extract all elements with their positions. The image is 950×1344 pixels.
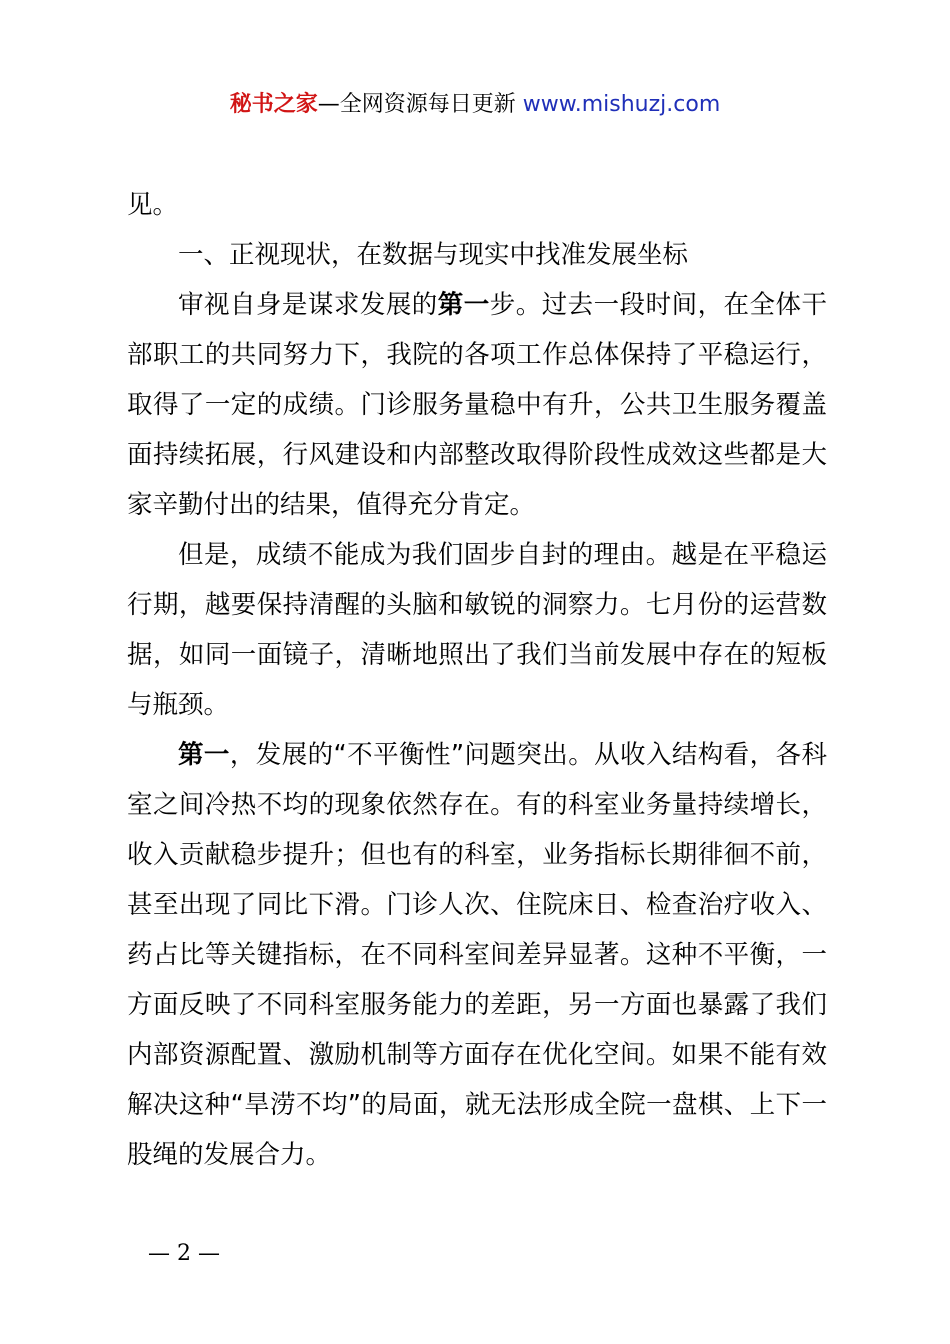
paragraph-text: ，发展的“不平衡性”问题突出。从收入结构看，各科室之间冷热不均的现象依然存在。有的科室业务量持续增长，收入贡献稳步提升；但也有的科室，业务指标长期徘徊不前，甚至出现了同比下滑。门诊人次、住院床日、检查治疗收入、药占比等关键指标，在不同科室间差异显著。这种不平衡，一方面反映了不同科室服务能力的差距，另一方面也暴露了我们内部资源配置、激励机制等方面存在优化空间。如果不能有效解决这种“旱涝不均”的局面，就无法形成全院一盘棋、上下一股绳的发展合力。 <box>127 740 827 1170</box>
site-url-link[interactable]: www.mishuzj.com <box>522 92 721 117</box>
brand-name: 秘书之家 <box>229 92 318 117</box>
paragraph <box>127 730 827 1180</box>
header-tagline: —全网资源每日更新 <box>317 92 516 117</box>
section-heading: 一、正视现状，在数据与现实中找准发展坐标 <box>178 240 689 270</box>
emphasis-text: 第一 <box>437 290 490 320</box>
paragraph: 但是，成绩不能成为我们固步自封的理由。越是在平稳运行期，越要保持清醒的头脑和敏锐的洞察力。七月份的运营数据，如同一面镜子，清晰地照出了我们当前发展中存在的短板与瓶颈。 <box>127 540 827 720</box>
emphasis-text: 第一 <box>178 740 230 770</box>
document-body <box>127 180 827 1180</box>
paragraph-continuation: 见。 <box>127 190 179 220</box>
paragraph-text: 审视自身是谋求发展的 <box>178 290 438 320</box>
page-number: — 2 — <box>148 1241 220 1266</box>
document-header <box>0 88 950 122</box>
paragraph <box>127 280 827 530</box>
paragraph-text: 步。过去一段时间，在全体干部职工的共同努力下，我院的各项工作总体保持了平稳运行，取得了一定的成绩。门诊服务量稳中有升，公共卫生服务覆盖面持续拓展，行风建设和内部整改取得阶段性成效这些都是大家辛勤付出的结果，值得充分肯定。 <box>127 290 827 520</box>
